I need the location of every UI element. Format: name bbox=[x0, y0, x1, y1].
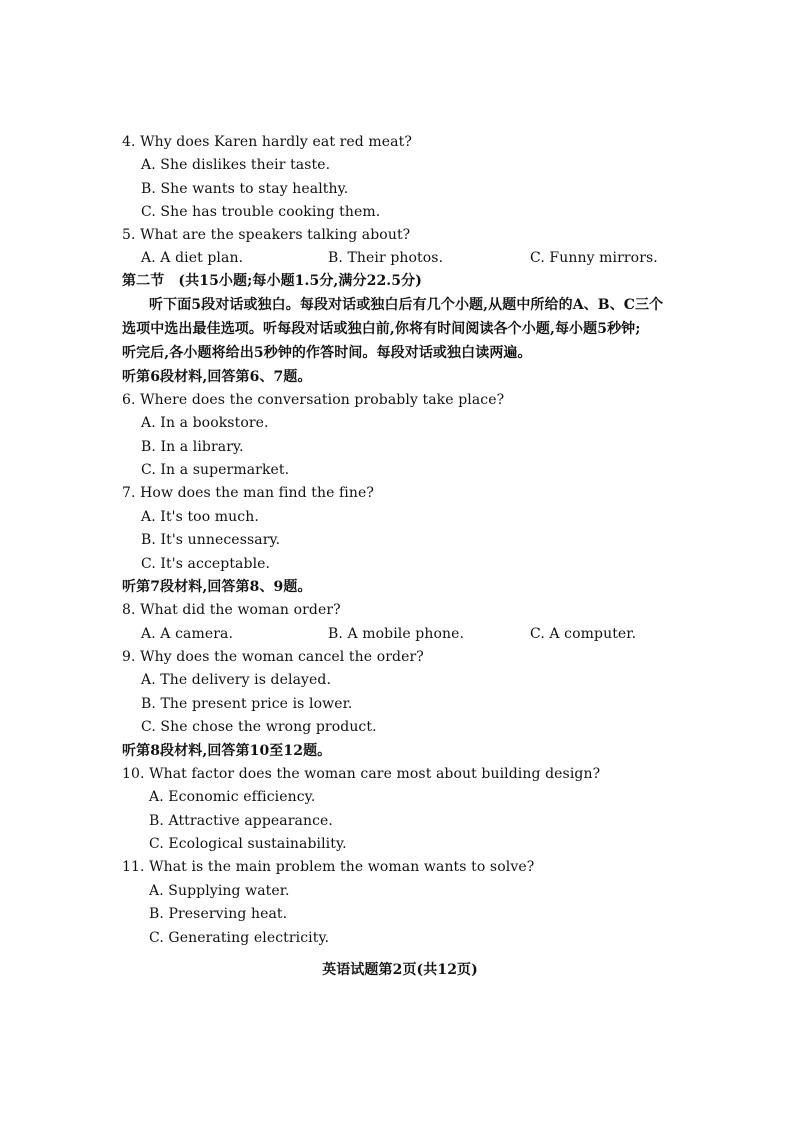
question-11-option-c: C. Generating electricity. bbox=[149, 930, 330, 946]
section-2-instructions-line-1: 听下面5段对话或独白。每段对话或独白后有几个小题,从题中所给的A、B、C三个 bbox=[149, 297, 664, 313]
question-5-stem: 5. What are the speakers talking about? bbox=[122, 227, 411, 243]
question-4-option-b: B. She wants to stay healthy. bbox=[141, 181, 349, 197]
question-10-option-b: B. Attractive appearance. bbox=[149, 813, 333, 829]
question-10-option-a: A. Economic efficiency. bbox=[149, 789, 316, 805]
question-9-option-b: B. The present price is lower. bbox=[141, 696, 353, 712]
question-7-option-c: C. It's acceptable. bbox=[141, 556, 271, 572]
question-5-option-c: C. Funny mirrors. bbox=[530, 250, 658, 266]
page-footer: 英语试题第2页(共12页) bbox=[322, 962, 478, 978]
question-6-option-a: A. In a bookstore. bbox=[141, 415, 269, 431]
section-2-heading: 第二节 (共15小题;每小题1.5分,满分22.5分) bbox=[122, 273, 422, 289]
question-11-option-b: B. Preserving heat. bbox=[149, 906, 288, 922]
question-5-options bbox=[0, 249, 800, 267]
question-4-option-c: C. She has trouble cooking them. bbox=[141, 204, 381, 220]
question-5-option-a: A. A diet plan. bbox=[141, 250, 244, 266]
question-8-option-b: B. A mobile phone. bbox=[328, 626, 465, 642]
question-6-option-c: C. In a supermarket. bbox=[141, 462, 290, 478]
question-6-stem: 6. Where does the conversation probably take place? bbox=[122, 392, 505, 408]
material-6-heading: 听第6段材料,回答第6、7题。 bbox=[122, 369, 312, 385]
question-11-stem: 11. What is the main problem the woman wants to solve? bbox=[122, 859, 535, 875]
question-8-option-c: C. A computer. bbox=[530, 626, 637, 642]
question-6-option-b: B. In a library. bbox=[141, 439, 244, 455]
question-7-option-b: B. It's unnecessary. bbox=[141, 532, 281, 548]
question-9-stem: 9. Why does the woman cancel the order? bbox=[122, 649, 424, 665]
section-2-instructions-line-2: 选项中选出最佳选项。听每段对话或独白前,你将有时间阅读各个小题,每小题5秒钟; bbox=[122, 321, 641, 337]
question-4-option-a: A. She dislikes their taste. bbox=[141, 157, 331, 173]
question-8-options bbox=[0, 625, 800, 643]
question-5-option-b: B. Their photos. bbox=[328, 250, 444, 266]
question-9-option-c: C. She chose the wrong product. bbox=[141, 719, 377, 735]
section-2-instructions-line-3: 听完后,各小题将给出5秒钟的作答时间。每段对话或独白读两遍。 bbox=[122, 345, 532, 361]
question-8-option-a: A. A camera. bbox=[141, 626, 234, 642]
question-4-stem: 4. Why does Karen hardly eat red meat? bbox=[122, 134, 412, 150]
question-11-option-a: A. Supplying water. bbox=[149, 883, 290, 899]
question-9-option-a: A. The delivery is delayed. bbox=[141, 672, 332, 688]
question-7-option-a: A. It's too much. bbox=[141, 509, 259, 525]
question-8-stem: 8. What did the woman order? bbox=[122, 602, 341, 618]
material-7-heading: 听第7段材料,回答第8、9题。 bbox=[122, 579, 312, 595]
question-10-option-c: C. Ecological sustainability. bbox=[149, 836, 347, 852]
question-10-stem: 10. What factor does the woman care most about building design? bbox=[122, 766, 601, 782]
material-8-heading: 听第8段材料,回答第10至12题。 bbox=[122, 743, 332, 759]
question-7-stem: 7. How does the man find the fine? bbox=[122, 485, 374, 501]
